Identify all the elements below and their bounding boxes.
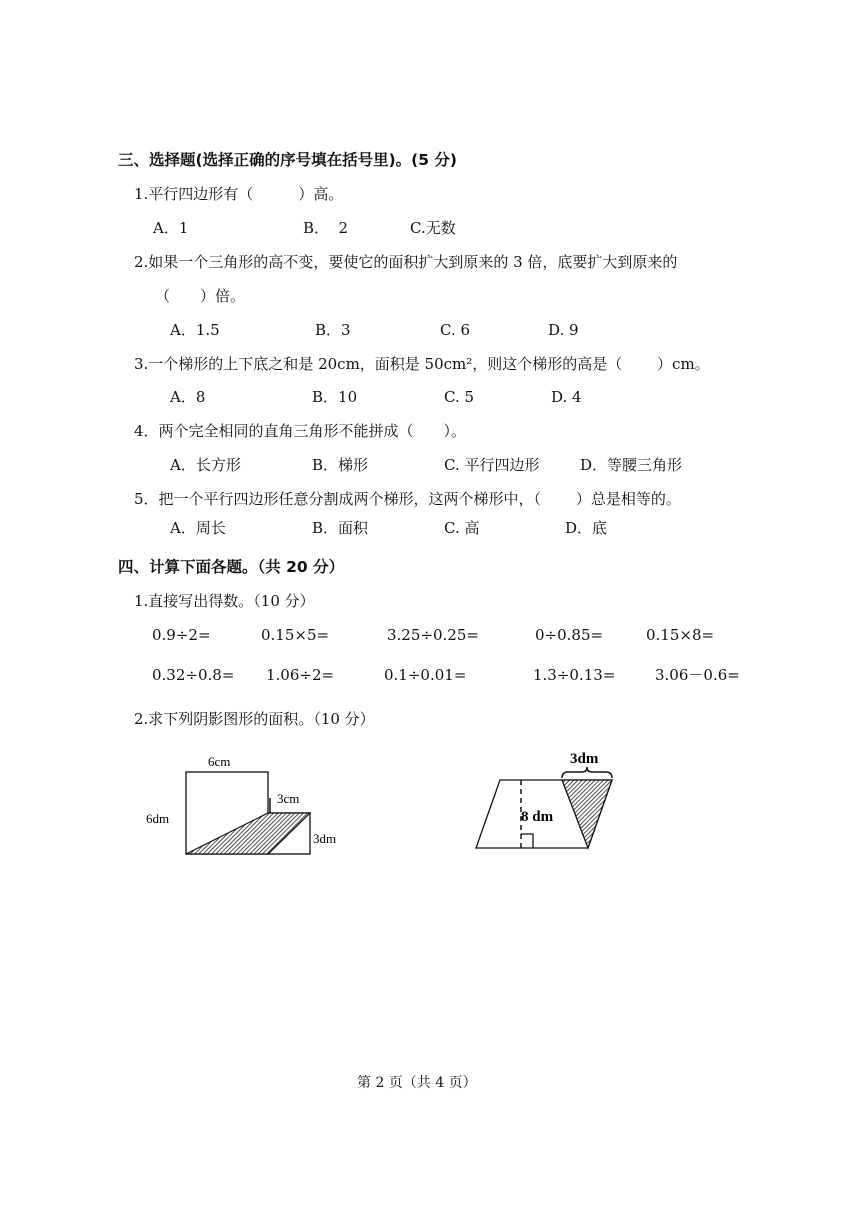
option-d: D. 4 xyxy=(551,388,582,406)
option-a: A．1.5 xyxy=(170,321,220,339)
option-d: D．底 xyxy=(565,519,608,537)
calc-item: 0.15×5= xyxy=(261,626,330,644)
question-4: 4．两个完全相同的直角三角形不能拼成（ ）。 xyxy=(134,422,467,440)
calc-item: 0÷0.85= xyxy=(535,626,604,644)
section4-question-1: 1.直接写出得数。（10 分） xyxy=(134,592,315,610)
option-b: B．面积 xyxy=(312,519,369,537)
question-1: 1.平行四边形有（ ）高。 xyxy=(134,185,344,203)
question-2-line2: （ ）倍。 xyxy=(155,287,246,305)
calc-item: 1.3÷0.13= xyxy=(533,666,616,684)
label-top: 6cm xyxy=(208,754,231,769)
section4-heading: 四、计算下面各题。（共 20 分） xyxy=(118,558,345,576)
question-3: 3.一个梯形的上下底之和是 20cm，面积是 50cm²，则这个梯形的高是（ ）cm。 xyxy=(134,355,710,373)
page-footer: 第 2 页（共 4 页） xyxy=(357,1075,477,1091)
option-a: A．8 xyxy=(170,388,206,406)
label-top: 3dm xyxy=(570,751,599,767)
shaded-region xyxy=(186,813,310,854)
label-height: 8 dm xyxy=(521,809,554,825)
option-d: D. 9 xyxy=(548,321,579,339)
calc-item: 1.06÷2= xyxy=(266,666,335,684)
option-a: A．长方形 xyxy=(170,456,241,474)
calc-item: 0.1÷0.01= xyxy=(384,666,467,684)
brace xyxy=(562,767,612,778)
option-c: C. 平行四边形 xyxy=(444,456,540,474)
figure-2 xyxy=(476,751,612,848)
option-b: B．梯形 xyxy=(312,456,369,474)
option-a: A．周长 xyxy=(170,519,226,537)
option-b: B．10 xyxy=(312,388,358,406)
calc-item: 3.25÷0.25= xyxy=(387,626,479,644)
option-c: C. 5 xyxy=(444,388,475,406)
option-c: C. 高 xyxy=(444,519,480,537)
question-5: 5．把一个平行四边形任意分割成两个梯形，这两个梯形中，（ ）总是相等的。 xyxy=(134,490,681,508)
option-b: B． 2 xyxy=(303,219,349,237)
calc-item: 3.06－0.6= xyxy=(655,666,740,684)
calc-item: 0.15×8= xyxy=(646,626,715,644)
label-step: 3cm xyxy=(277,791,300,806)
label-left: 6dm xyxy=(146,811,170,826)
label-right: 3dm xyxy=(313,831,337,846)
option-b: B．3 xyxy=(315,321,351,339)
calc-item: 0.9÷2= xyxy=(152,626,211,644)
calc-item: 0.32÷0.8= xyxy=(152,666,235,684)
figure-1 xyxy=(146,754,336,854)
option-a: A．1 xyxy=(153,219,189,237)
section4-question-2: 2.求下列阴影图形的面积。（10 分） xyxy=(134,710,375,728)
option-c: C. 6 xyxy=(440,321,471,339)
shaded-triangle xyxy=(562,780,612,848)
option-d: D．等腰三角形 xyxy=(580,456,683,474)
option-c: C.无数 xyxy=(410,219,456,237)
section3-heading: 三、选择题(选择正确的序号填在括号里)。(5 分) xyxy=(118,151,458,169)
question-2-line1: 2.如果一个三角形的高不变，要使它的面积扩大到原来的 3 倍，底要扩大到原来的 xyxy=(134,253,678,271)
